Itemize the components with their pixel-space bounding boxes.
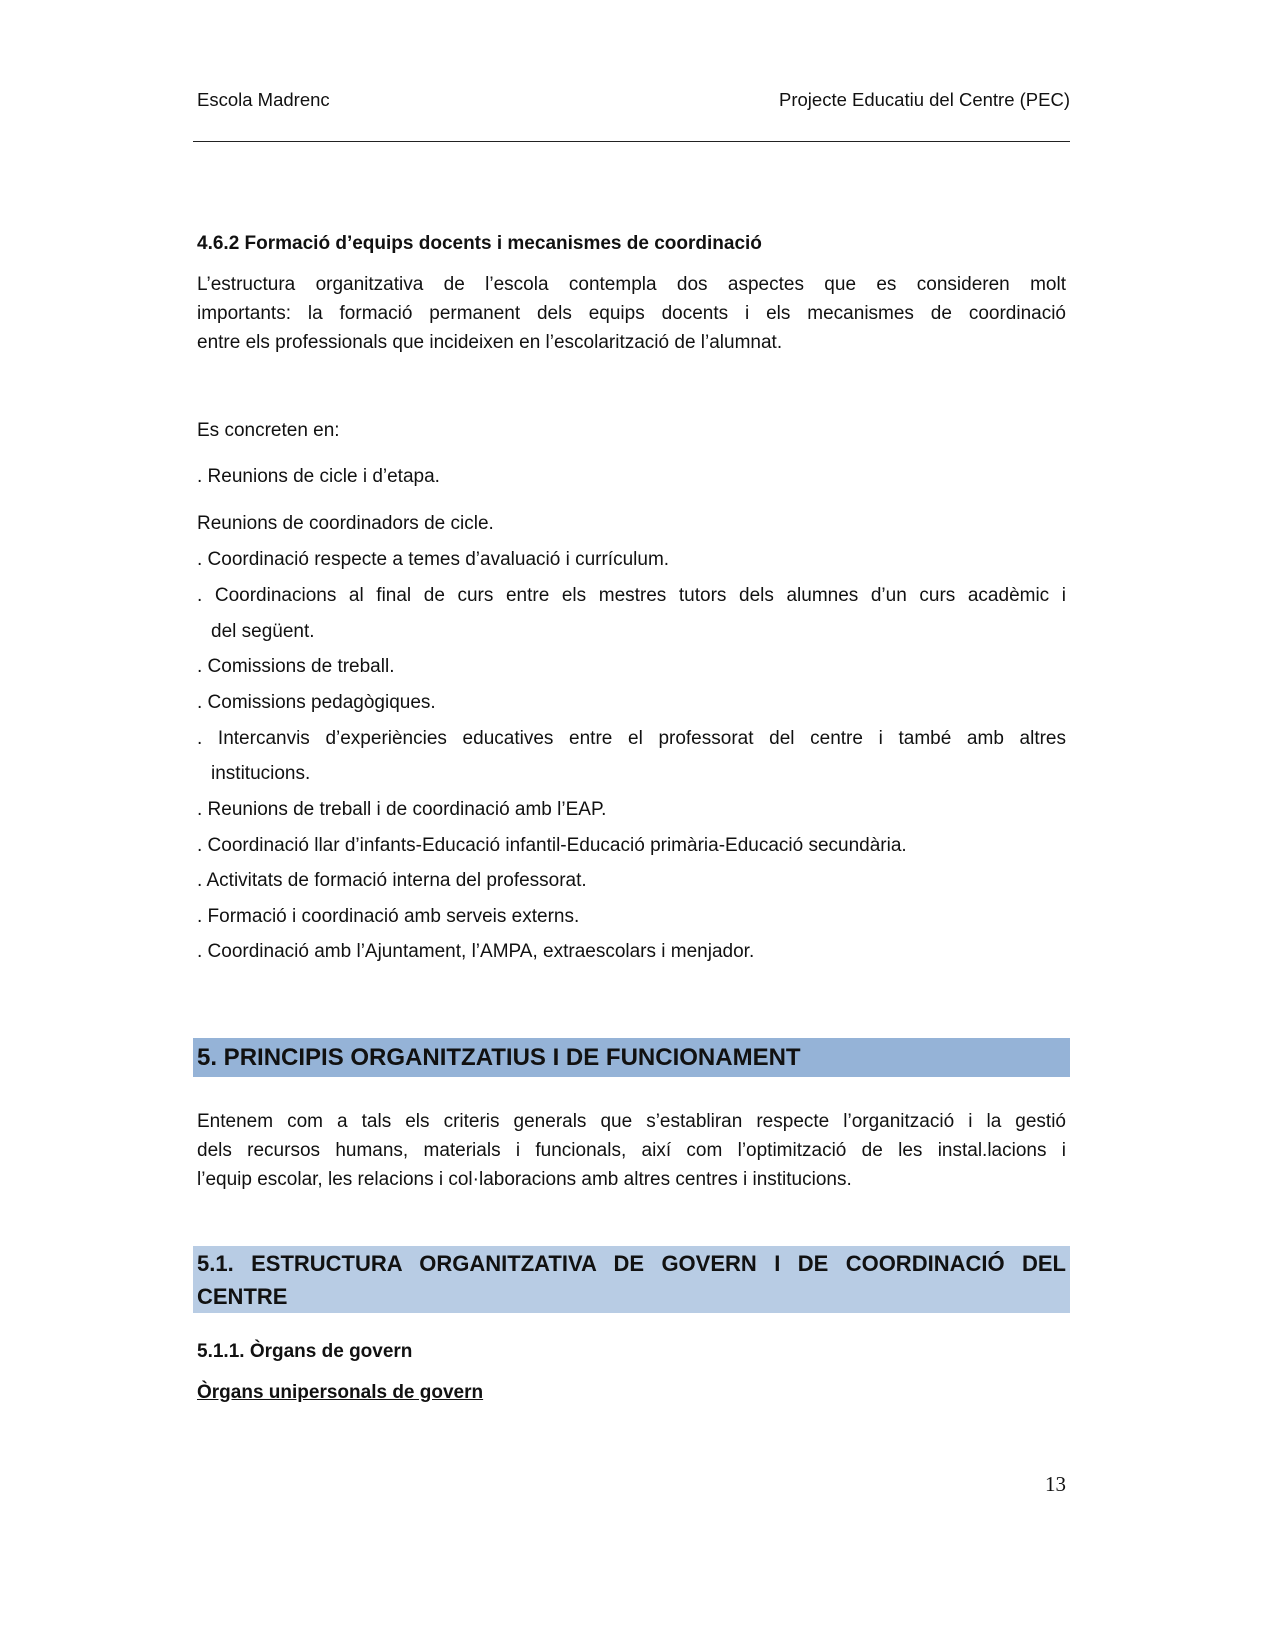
page-number: 13 [1045,1472,1066,1496]
list-item: . Coordinacions al final de curs entre els mestres tutors dels alumnes d’un curs acadèmic i [197,585,1066,606]
list-item: . Coordinació respecte a temes d’avaluació i currículum. [197,549,670,570]
list-item: . Formació i coordinació amb serveis externs. [197,906,580,927]
section-5-1-title-line: 5.1. ESTRUCTURA ORGANITZATIVA DE GOVERN I DE COORDINACIÓ DEL [197,1251,1066,1276]
list-subline: Reunions de coordinadors de cicle. [197,513,494,534]
list-item: . Activitats de formació interna del professorat. [197,870,587,891]
list-item: . Intercanvis d’experiències educatives entre el professorat del centre i també amb altres [197,728,1066,749]
list-item: . Reunions de treball i de coordinació amb l’EAP. [197,799,607,820]
section-5-1-title-line: CENTRE [197,1284,288,1309]
list-item: . Coordinació llar d’infants-Educació infantil-Educació primària-Educació secundària. [197,835,907,856]
list-item: . Coordinació amb l’Ajuntament, l’AMPA, extraescolars i menjador. [197,941,755,962]
list-item-continuation: institucions. [211,763,311,784]
section-5-title: 5. PRINCIPIS ORGANITZATIUS I DE FUNCIONAMENT [197,1044,801,1071]
paragraph-line: dels recursos humans, materials i funcionals, així com l’optimització de les instal.lacions i [197,1140,1066,1161]
list-intro: Es concreten en: [197,420,340,441]
header-divider [193,141,1070,142]
list-item: . Comissions de treball. [197,656,395,677]
section-5-1-1-title: 5.1.1. Òrgans de govern [197,1341,413,1362]
section-4-6-2-title: 4.6.2 Formació d’equips docents i mecanismes de coordinació [197,233,762,254]
paragraph-line: entre els professionals que incideixen en l’escolarització de l’alumnat. [197,332,783,353]
list-item-continuation: del següent. [211,621,315,642]
header-document-title: Projecte Educatiu del Centre (PEC) [779,89,1070,110]
paragraph-line: L’estructura organitzativa de l’escola contempla dos aspectes que es consideren molt [197,274,1066,295]
paragraph-line: importants: la formació permanent dels equips docents i els mecanismes de coordinació [197,303,1066,324]
subsection-heading: Òrgans unipersonals de govern [197,1382,484,1403]
list-item: . Reunions de cicle i d’etapa. [197,466,440,487]
paragraph-line: Entenem com a tals els criteris generals que s’establiran respecte l’organització i la gestió [197,1111,1066,1132]
header-school-name: Escola Madrenc [197,89,330,110]
list-item: . Comissions pedagògiques. [197,692,436,713]
paragraph-line: l’equip escolar, les relacions i col·laboracions amb altres centres i institucions. [197,1169,852,1190]
